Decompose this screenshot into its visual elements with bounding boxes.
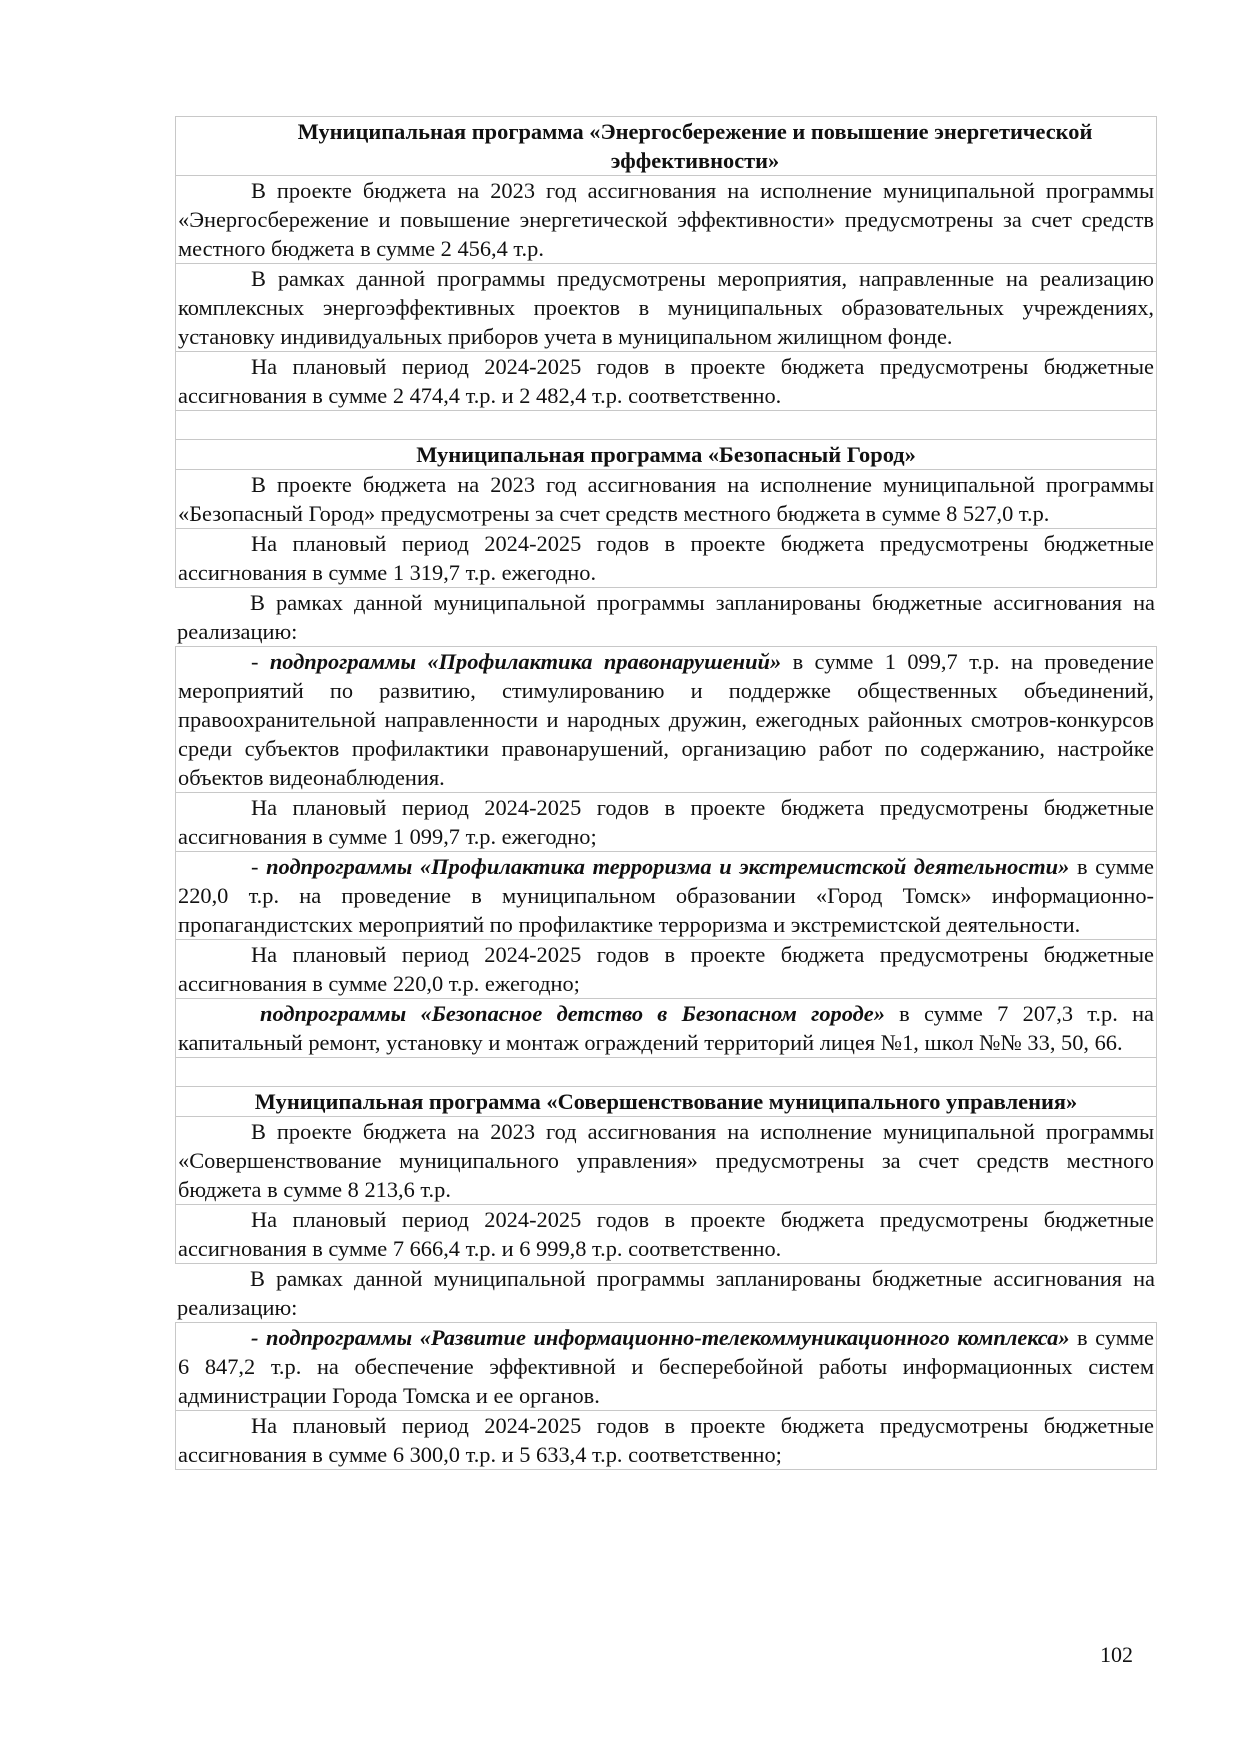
section-title-safe-city: Муниципальная программа «Безопасный Город» bbox=[175, 440, 1157, 470]
subprogram-crime-prevention bbox=[175, 646, 1157, 793]
subprogram-terrorism-prevention bbox=[175, 852, 1157, 940]
section-title-governance: Муниципальная программа «Совершенствование муниципального управления» bbox=[175, 1087, 1157, 1117]
subprogram-text: в сумме 6 847,2 т.р. на обеспечение эффективной и бесперебойной работы информационных систем администрации Города Томска и ее органов. bbox=[178, 1325, 1154, 1408]
paragraph: В проекте бюджета на 2023 год ассигнования на исполнение муниципальной программы «Энергосбережение и повышение энергетической эффективности» предусмотрены за счет средств местного бюджета в сумме 2 456,4 т.р. bbox=[175, 176, 1157, 264]
subprogram-safe-childhood bbox=[175, 999, 1157, 1058]
page-number: 102 bbox=[1100, 1642, 1133, 1667]
subprogram-name: подпрограммы «Профилактика терроризма и экстремистской деятельности» bbox=[266, 854, 1070, 879]
paragraph: На плановый период 2024-2025 годов в проекте бюджета предусмотрены бюджетные ассигнования в сумме 1 319,7 т.р. ежегодно. bbox=[175, 529, 1157, 588]
empty-row bbox=[175, 1058, 1157, 1087]
subprogram-text: в сумме 1 099,7 т.р. на проведение мероприятий по развитию, стимулированию и поддержке общественных объединений, правоохранительной направленности и народных дружин, ежегодных районных смотров-конкурсов среди субъектов профилактики правонарушений, организацию работ по содержанию, настройке объектов видеонаблюдения. bbox=[178, 649, 1154, 790]
dash: - bbox=[251, 854, 267, 879]
subprogram-name: подпрограммы «Безопасное детство в Безопасном городе» bbox=[260, 1001, 885, 1026]
paragraph: В рамках данной программы предусмотрены мероприятия, направленные на реализацию комплексных энергоэффективных проектов в муниципальных образовательных учреждениях, установку индивидуальных приборов учета в муниципальном жилищном фонде. bbox=[175, 264, 1157, 352]
empty-row bbox=[175, 411, 1157, 440]
paragraph: В проекте бюджета на 2023 год ассигнования на исполнение муниципальной программы «Совершенствование муниципального управления» предусмотрены за счет средств местного бюджета в сумме 8 213,6 т.р. bbox=[175, 1117, 1157, 1205]
paragraph: На плановый период 2024-2025 годов в проекте бюджета предусмотрены бюджетные ассигнования в сумме 7 666,4 т.р. и 6 999,8 т.р. соответственно. bbox=[175, 1205, 1157, 1264]
paragraph: В проекте бюджета на 2023 год ассигнования на исполнение муниципальной программы «Безопасный Город» предусмотрены за счет средств местного бюджета в сумме 8 527,0 т.р. bbox=[175, 470, 1157, 529]
subprogram-text: в сумме 7 207,3 т.р. на капитальный ремонт, установку и монтаж ограждений территорий лицея №1, школ №№ 33, 50, 66. bbox=[178, 1001, 1154, 1055]
dash: - bbox=[251, 649, 270, 674]
subprogram-it-complex bbox=[175, 1322, 1157, 1411]
paragraph: На плановый период 2024-2025 годов в проекте бюджета предусмотрены бюджетные ассигнования в сумме 220,0 т.р. ежегодно; bbox=[175, 940, 1157, 999]
document-body bbox=[175, 116, 1157, 1470]
paragraph: На плановый период 2024-2025 годов в проекте бюджета предусмотрены бюджетные ассигнования в сумме 1 099,7 т.р. ежегодно; bbox=[175, 793, 1157, 852]
subprogram-name: подпрограммы «Профилактика правонарушений» bbox=[269, 649, 782, 674]
paragraph: В рамках данной муниципальной программы запланированы бюджетные ассигнования на реализацию: bbox=[177, 1266, 1155, 1320]
paragraph: На плановый период 2024-2025 годов в проекте бюджета предусмотрены бюджетные ассигнования в сумме 2 474,4 т.р. и 2 482,4 т.р. соответственно. bbox=[175, 352, 1157, 411]
paragraph: В рамках данной муниципальной программы запланированы бюджетные ассигнования на реализацию: bbox=[177, 590, 1155, 644]
paragraph: На плановый период 2024-2025 годов в проекте бюджета предусмотрены бюджетные ассигнования в сумме 6 300,0 т.р. и 5 633,4 т.р. соответственно; bbox=[175, 1411, 1157, 1470]
subprogram-name: - подпрограммы «Развитие информационно-телекоммуникационного комплекса» bbox=[251, 1325, 1070, 1350]
section-title-energy: Муниципальная программа «Энергосбережение и повышение энергетической эффективности» bbox=[175, 116, 1157, 176]
subprogram-text: в сумме 220,0 т.р. на проведение в муниципальном образовании «Город Томск» информационно-пропагандистских мероприятий по профилактике терроризма и экстремистской деятельности. bbox=[178, 854, 1154, 937]
